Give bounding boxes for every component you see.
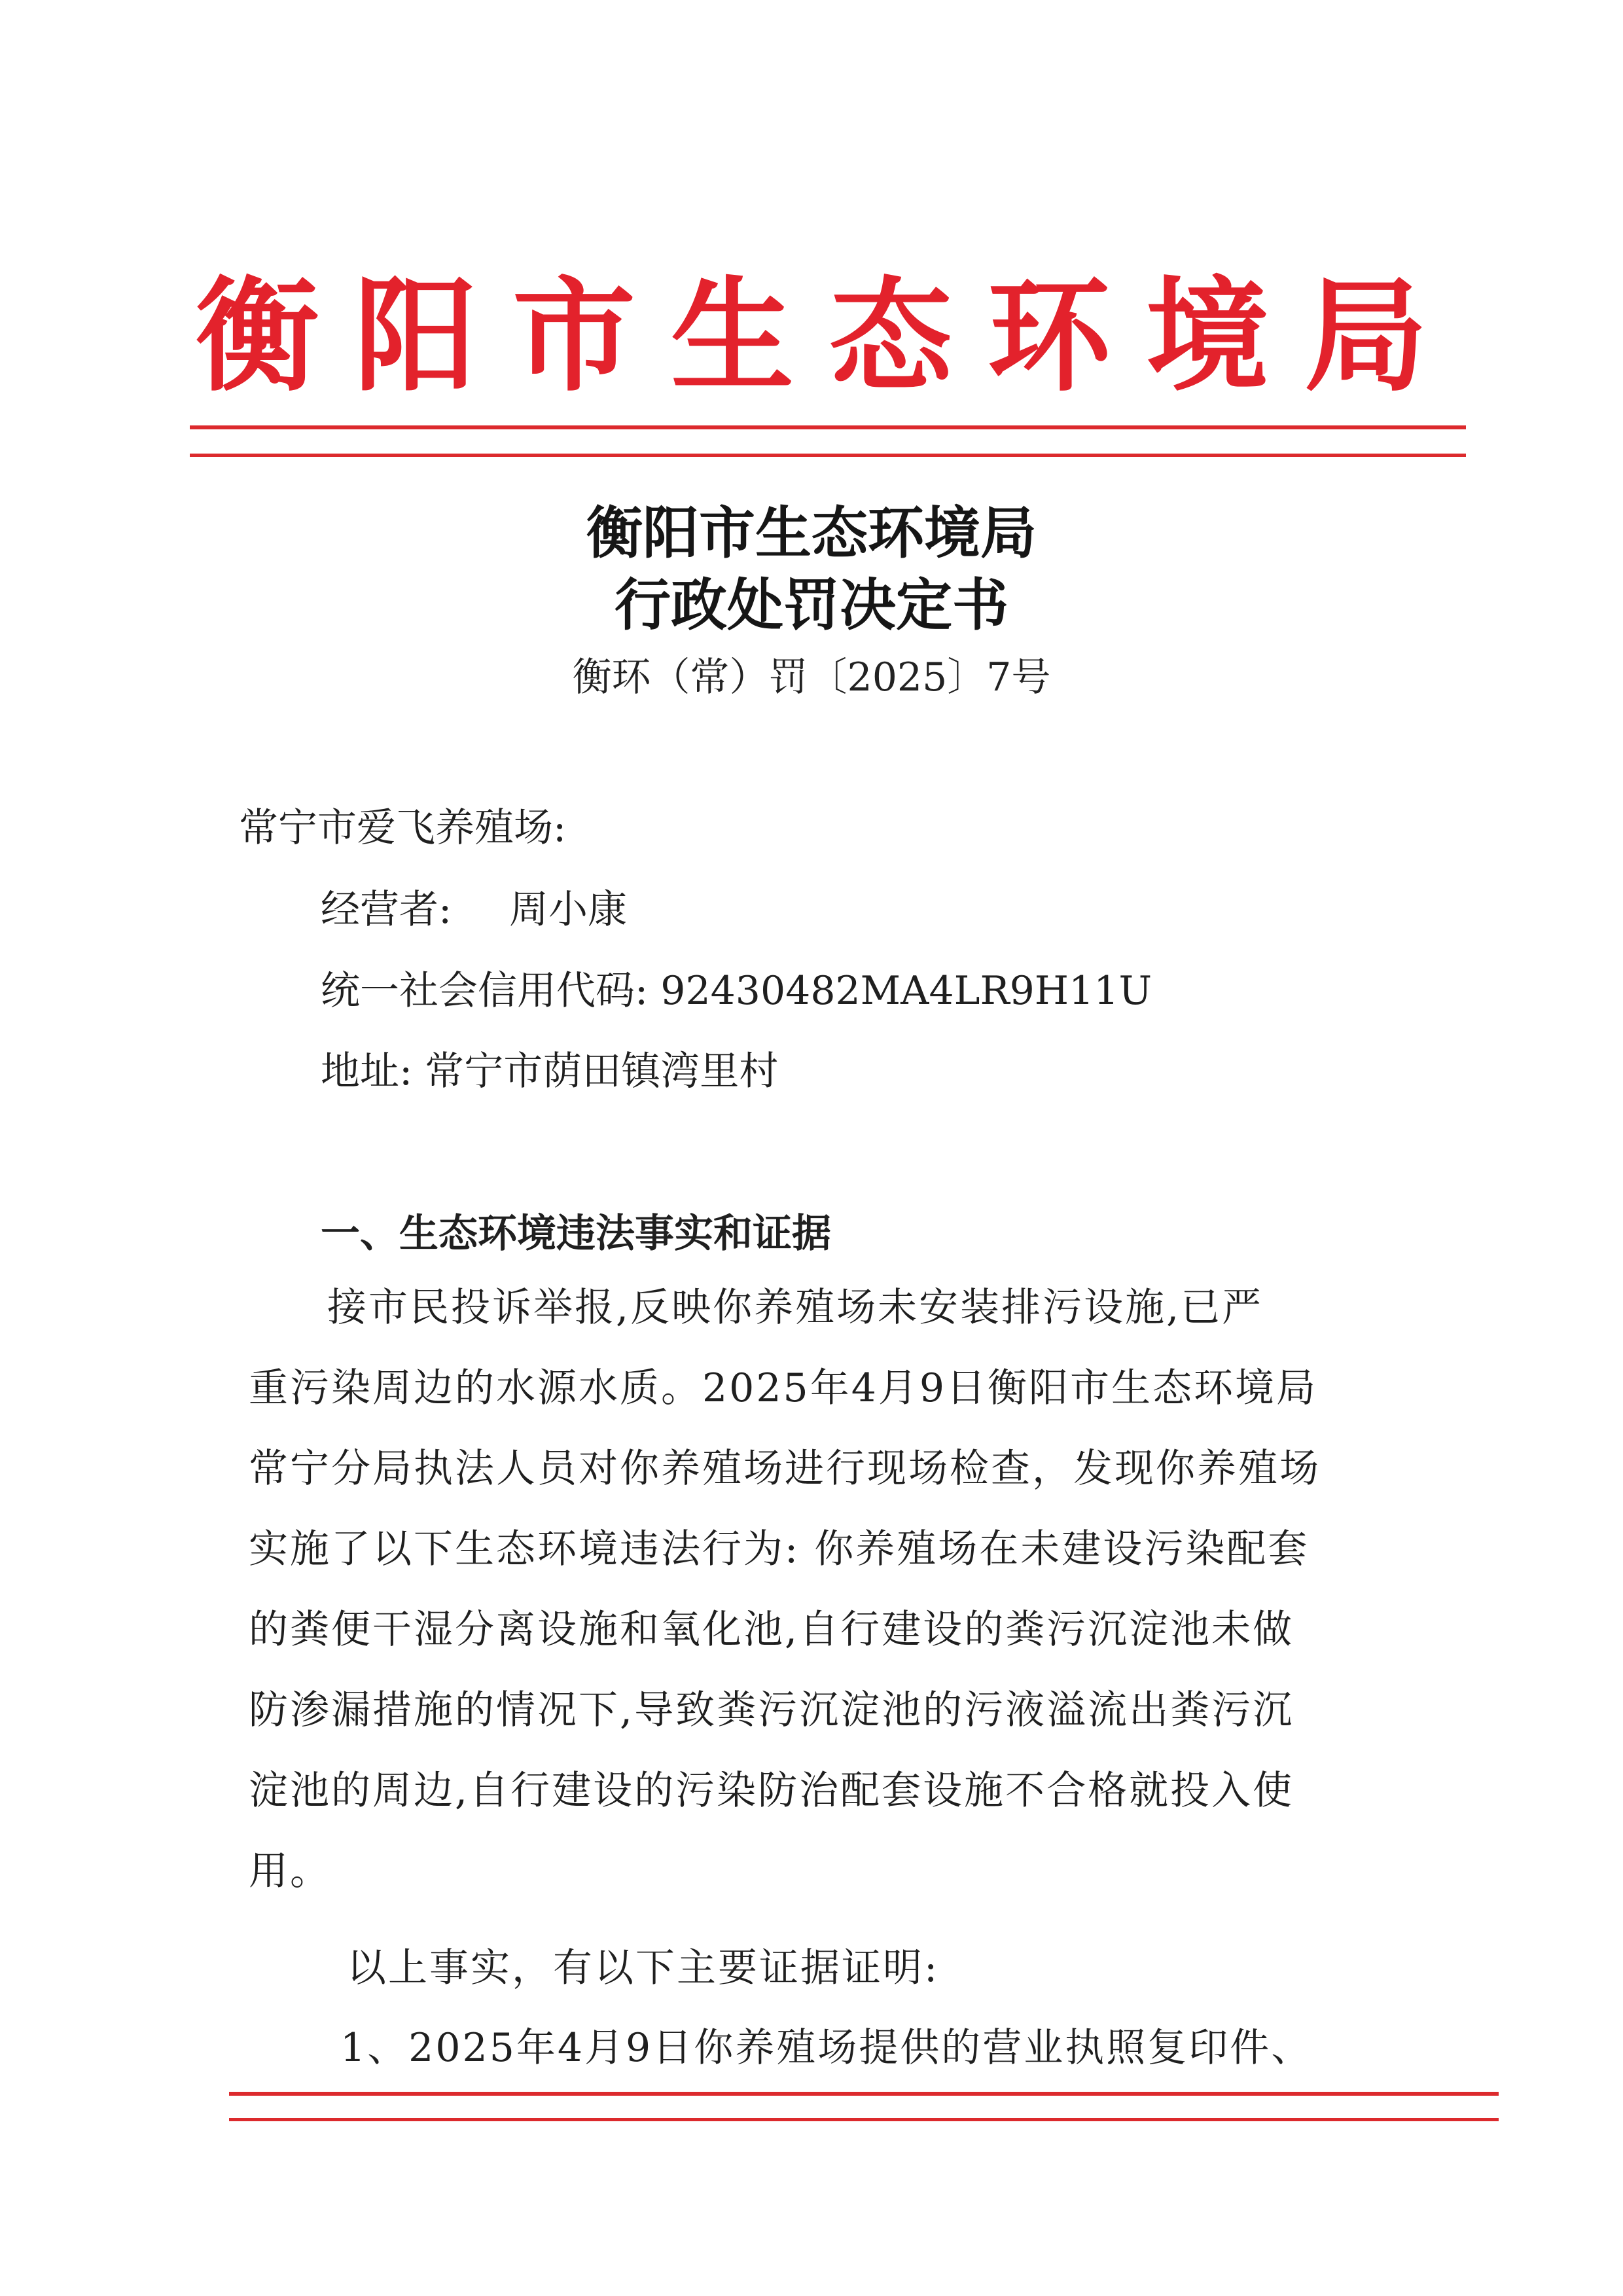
- address: 地址: 常宁市荫田镇湾里村: [321, 1049, 779, 1094]
- paragraph-line: 接市民投诉举报,反映你养殖场未安装排污设施,已严: [327, 1285, 1264, 1331]
- paragraph-line: 实施了以下生态环境违法行为: 你养殖场在未建设污染配套: [249, 1526, 1310, 1572]
- party-name: 常宁市爱飞养殖场:: [239, 805, 567, 851]
- footer-rule-thick: [229, 2092, 1499, 2096]
- paragraph-line: 重污染周边的水源水质。2025年4月9日衡阳市生态环境局: [249, 1365, 1318, 1411]
- evidence-intro: 以上事实，有以下主要证据证明:: [347, 1945, 940, 1991]
- operator-value: 周小康: [509, 887, 627, 933]
- evidence-item-1: 1、2025年4月9日你养殖场提供的营业执照复印件、: [340, 2025, 1313, 2071]
- document-title-type: 行政处罚决定书: [615, 572, 1008, 638]
- paragraph-line: 的粪便干湿分离设施和氧化池,自行建设的粪污沉淀池未做: [249, 1607, 1294, 1653]
- facts-paragraph: [249, 1268, 1361, 1912]
- operator-label: 经营者:: [321, 887, 452, 933]
- header-rule-thick: [190, 425, 1466, 429]
- paragraph-line: 防渗漏措施的情况下,导致粪污沉淀池的污液溢流出粪污沉: [249, 1687, 1294, 1733]
- footer-rule-thin: [229, 2118, 1499, 2121]
- credit-code: 统一社会信用代码: 92430482MA4LR9H11U: [321, 968, 1152, 1014]
- agency-letterhead: 衡阳市生态环境局: [196, 265, 1463, 408]
- paragraph-line: 淀池的周边,自行建设的污染防治配套设施不合格就投入使: [249, 1768, 1294, 1814]
- document-number: 衡环（常）罚〔2025〕7号: [572, 655, 1051, 700]
- paragraph-line: 常宁分局执法人员对你养殖场进行现场检查，发现你养殖场: [249, 1446, 1321, 1492]
- header-rule-thin: [190, 454, 1466, 457]
- document-title-agency: 衡阳市生态环境局: [586, 500, 1037, 566]
- section-heading: 一、生态环境违法事实和证据: [321, 1211, 831, 1257]
- paragraph-line: 用。: [249, 1848, 331, 1894]
